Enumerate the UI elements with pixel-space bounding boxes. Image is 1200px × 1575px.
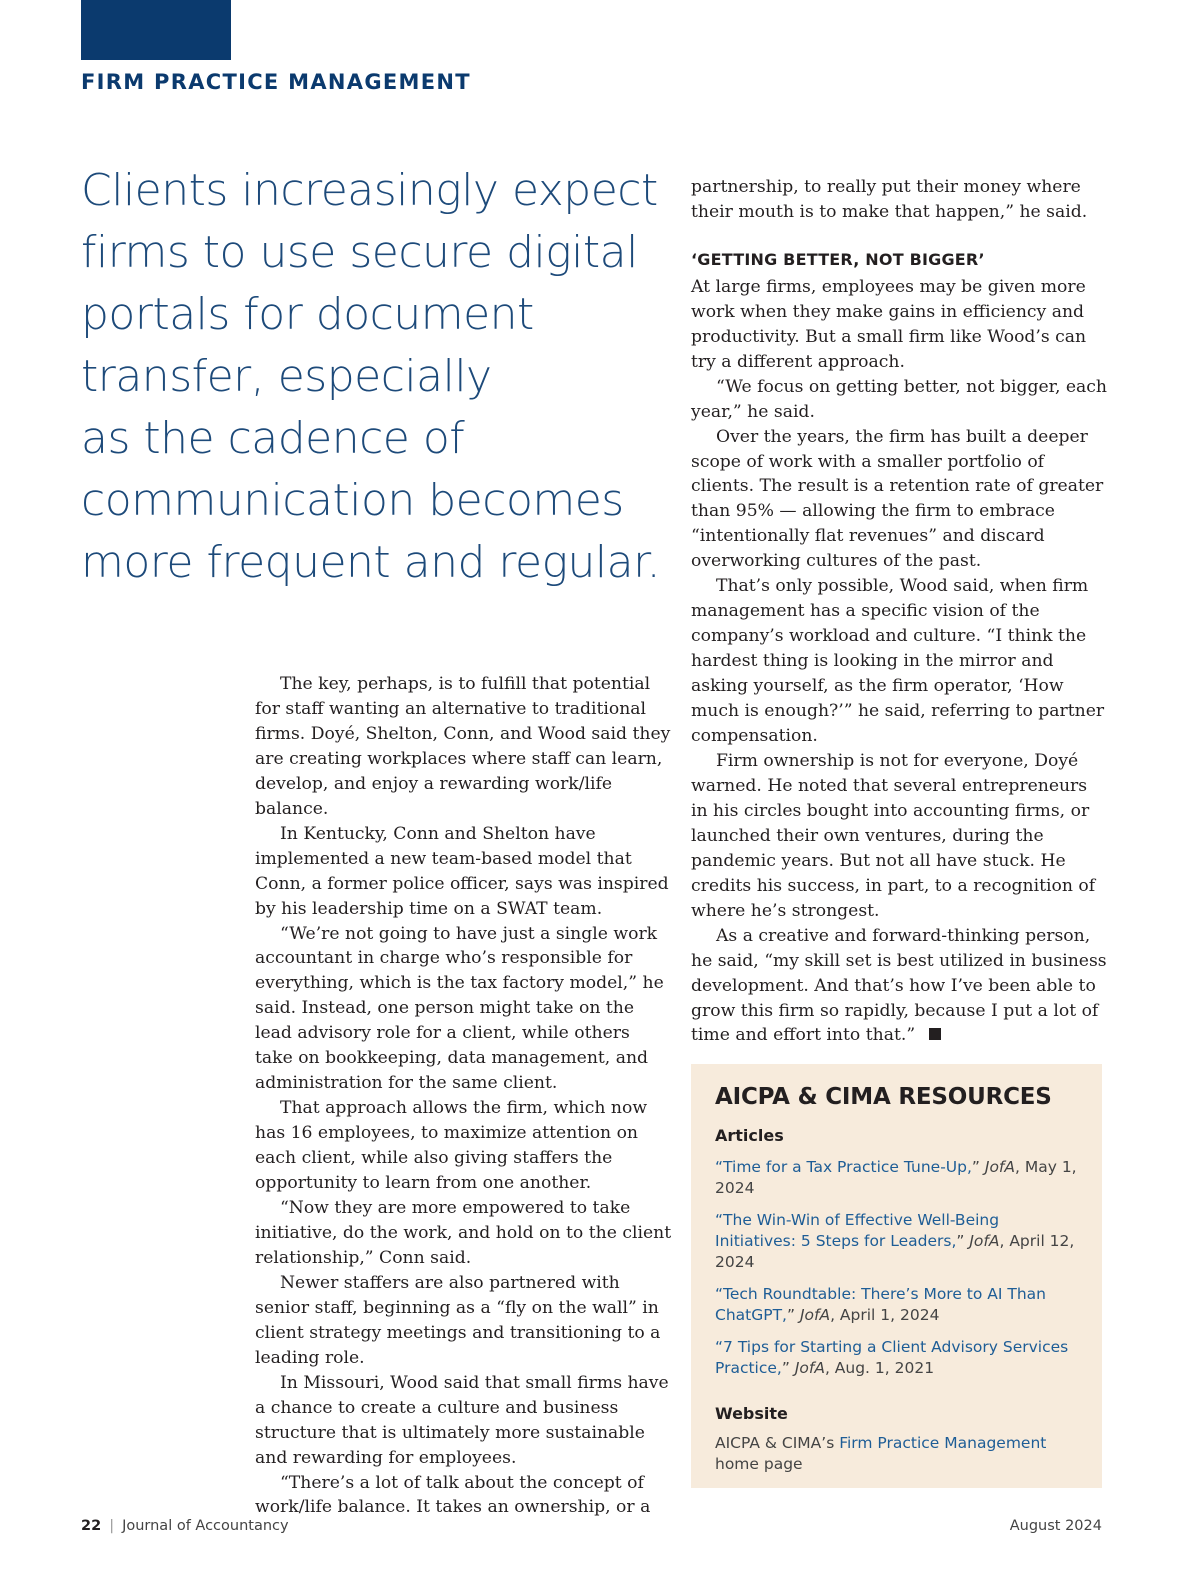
quote-open: “ [715, 1211, 724, 1229]
pull-quote-line: portals for document [81, 289, 534, 340]
quote-open: “ [715, 1158, 724, 1176]
article-date: , May 1, 2024 [715, 1158, 1077, 1197]
footer-left [81, 1518, 289, 1534]
pull-quote-line: transfer, especially [81, 351, 492, 402]
resources-box [691, 1064, 1102, 1488]
quote-close: ” [956, 1232, 970, 1250]
website-item [715, 1433, 1080, 1475]
articles-heading: Articles [715, 1126, 784, 1145]
body-paragraph: Firm ownership is not for everyone, Doyé warned. He noted that several entrepreneurs in his circles bought into accounting firms, or launched their own ventures, during the pandemic years. But not all have stuck. He credits his success, in part, to a recognition of where he’s strongest. [691, 750, 1096, 921]
body-paragraph: The key, perhaps, is to fulfill that potential for staff wanting an alternative to traditional firms. Doyé, Shelton, Conn, and Wood said they are creating workplaces where staff can learn, develop, and enjoy a rewarding work/life balance. [255, 674, 671, 819]
body-paragraph: “We focus on getting better, not bigger, each year,” he said. [691, 376, 1107, 422]
body-paragraph: “Now they are more empowered to take initiative, do the work, and hold on to the client relationship,” Conn said. [255, 1198, 672, 1268]
quote-close: ” [786, 1306, 800, 1324]
publication-name: JofA [799, 1306, 831, 1324]
body-paragraph: That’s only possible, Wood said, when firm management has a specific vision of the company’s workload and culture. “I think the hardest thing is looking in the mirror and asking yourself, as the firm operator, ‘How much is enough?’” he said, referring to partner compensation. [691, 576, 1105, 747]
website-suffix: home page [715, 1455, 803, 1473]
website-heading: Website [715, 1404, 788, 1423]
body-paragraph: In Kentucky, Conn and Shelton have implemented a new team-based model that Conn, a former police officer, says was inspired by his leadership time on a SWAT team. [255, 823, 669, 919]
final-paragraph-text: As a creative and forward-thinking person, he said, “my skill set is best utilized in business development. And that’s how I’ve been able to grow this firm so rapidly, because I put a lot of time and effort into that.” [691, 925, 1107, 1046]
issue-date: August 2024 [1009, 1518, 1102, 1534]
left-column [255, 672, 673, 1520]
quote-close: ” [971, 1158, 985, 1176]
article-date: , April 1, 2024 [830, 1306, 940, 1324]
section-subhead: ‘GETTING BETTER, NOT BIGGER’ [691, 249, 985, 269]
pull-quote-line: firms to use secure digital [81, 227, 638, 278]
article-link[interactable]: Time for a Tax Practice Tune-Up, [723, 1158, 972, 1176]
pull-quote-line: Clients increasingly expect [81, 165, 658, 216]
quote-close: ” [781, 1359, 795, 1377]
article-link[interactable]: The Win-Win of Effective Well-Being Initiatives: 5 Steps for Leaders, [715, 1211, 1000, 1250]
publication-name: JofA [969, 1232, 1000, 1250]
footer-separator: | [109, 1518, 115, 1534]
body-paragraph: At large firms, employees may be given more work when they make gains in efficiency and productivity. But a small firm like Wood’s can try a different approach. [691, 276, 1087, 372]
page-number: 22 [81, 1518, 102, 1534]
pull-quote-line: as the cadence of [81, 413, 465, 464]
website-link[interactable]: Firm Practice Management [839, 1434, 1047, 1452]
header-accent-bar [81, 0, 231, 60]
article-link[interactable]: Tech Roundtable: There’s More to AI Than ChatGPT, [715, 1285, 1047, 1324]
article-item [715, 1337, 1080, 1379]
resources-title: AICPA & CIMA RESOURCES [715, 1084, 1052, 1110]
article-link[interactable]: 7 Tips for Starting a Client Advisory Services Practice, [715, 1338, 1069, 1377]
article-item [715, 1157, 1080, 1199]
right-column [691, 175, 1109, 1048]
quote-open: “ [715, 1285, 724, 1303]
body-paragraph: That approach allows the firm, which now has 16 employees, to maximize attention on each client, while also giving staffers the opportunity to learn from one another. [255, 1098, 648, 1194]
end-of-article-square-icon [929, 1028, 941, 1040]
body-paragraph: Over the years, the firm has built a deeper scope of work with a smaller portfolio of clients. The result is a retention rate of greater than 95% — allowing the firm to embrace “intentionally flat revenues” and discard overworking cultures of the past. [691, 426, 1104, 572]
pull-quote-line: more frequent and regular. [81, 537, 661, 588]
quote-open: “ [715, 1338, 724, 1356]
body-paragraph-final [691, 924, 1109, 1049]
website-prefix: AICPA & CIMA’s [715, 1434, 840, 1452]
article-date: , April 12, 2024 [715, 1232, 1075, 1271]
article-date: , Aug. 1, 2021 [824, 1359, 935, 1377]
body-paragraph: In Missouri, Wood said that small firms have a chance to create a culture and business structure that is ultimately more sustainable and rewarding for employees. [255, 1372, 669, 1468]
article-item [715, 1284, 1080, 1326]
publication-name: JofA [984, 1158, 1015, 1176]
body-paragraph: “There’s a lot of talk about the concept of work/life balance. It takes an ownership, or a [255, 1472, 651, 1518]
body-paragraph: Newer staffers are also partnered with senior staff, beginning as a “fly on the wall” in client strategy meetings and transitioning to a leading role. [255, 1272, 661, 1368]
article-item [715, 1210, 1080, 1273]
pull-quote [81, 160, 681, 594]
section-label: FIRM PRACTICE MANAGEMENT [81, 70, 471, 94]
publication-name: JofA [794, 1359, 825, 1377]
pull-quote-line: communication becomes [81, 475, 624, 526]
body-paragraph: “We’re not going to have just a single work accountant in charge who’s responsible for everything, which is the tax factory model,” he said. Instead, one person might take on the lead advisory role for a client, while others take on bookkeeping, data management, and administration for the same client. [255, 923, 664, 1094]
publication-title: Journal of Accountancy [122, 1518, 289, 1534]
body-paragraph-continued: partnership, to really put their money where their mouth is to make that happen,” he said. [691, 177, 1088, 222]
